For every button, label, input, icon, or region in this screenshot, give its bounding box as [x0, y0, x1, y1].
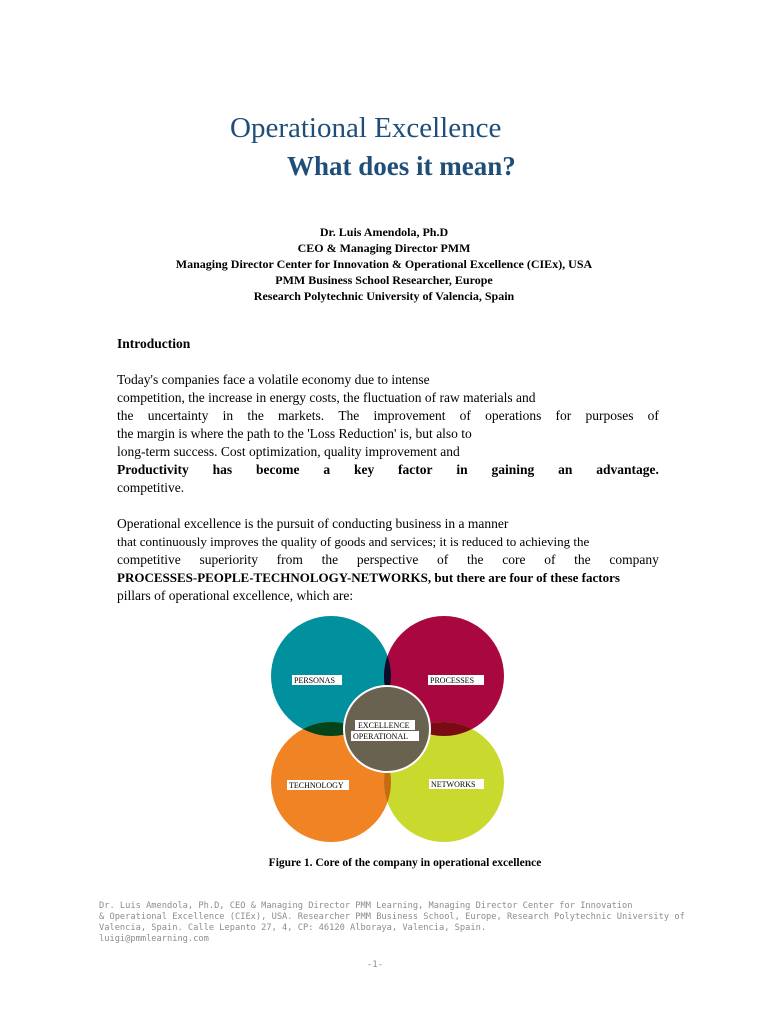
technology-label: TECHNOLOGY	[289, 781, 344, 790]
word: the	[467, 552, 484, 567]
footer-line: & Operational Excellence (CIEx), USA. Researcher PMM Business School, Europe, Research Polytechnic University of	[99, 912, 685, 922]
word: a	[323, 462, 331, 477]
word: competitive	[117, 552, 181, 567]
paragraph-line	[117, 461, 659, 479]
paragraph-intro	[117, 371, 659, 497]
word: uncertainty	[147, 408, 209, 423]
footer-email: luigi@pmmlearning.com	[99, 934, 209, 944]
word: Productivity	[117, 462, 189, 477]
author-role: CEO & Managing Director PMM	[297, 241, 471, 255]
word: purposes	[585, 408, 634, 423]
paragraph-line	[117, 551, 659, 569]
venn-diagram	[268, 616, 504, 844]
title-line-1: Operational Excellence	[230, 112, 502, 144]
title-line-2: What does it mean?	[287, 151, 516, 181]
paragraph-line: long-term success. Cost optimization, quality improvement and	[117, 444, 460, 459]
paragraph-line: Today's companies face a volatile economy due to intense	[117, 372, 430, 387]
figure-caption: Figure 1. Core of the company in operational excellence	[268, 857, 542, 869]
paragraph-line: that continuously improves the quality of goods and services; it is reduced to achieving the	[117, 534, 590, 549]
word: become	[255, 462, 300, 477]
paragraph-line	[117, 407, 659, 425]
author-affiliation: PMM Business School Researcher, Europe	[275, 273, 493, 287]
word: of	[544, 552, 556, 567]
word: gaining	[491, 462, 535, 477]
footer-line: Valencia, Spain. Calle Lepanto 27, 4, CP: 46120 Alboraya, Valencia, Spain.	[99, 923, 487, 933]
networks-label: NETWORKS	[431, 780, 476, 789]
paragraph-line: competition, the increase in energy costs, the fluctuation of raw materials and	[117, 390, 536, 405]
paragraph-line: pillars of operational excellence, which are:	[117, 588, 354, 603]
center-label-line-2: OPERATIONAL	[353, 732, 409, 741]
word: perspective	[356, 552, 419, 567]
footer-line: Dr. Luis Amendola, Ph.D, CEO & Managing Director PMM Learning, Managing Director Center for Innovation	[99, 901, 633, 911]
center-label-line-1: EXCELLENCE	[358, 721, 410, 730]
word: improvement	[373, 408, 446, 423]
word: the	[247, 408, 264, 423]
word: in	[456, 462, 468, 477]
processes-label: PROCESSES	[430, 676, 475, 685]
word: factor	[398, 462, 433, 477]
page-footer	[99, 901, 699, 945]
word: of	[459, 408, 471, 423]
word: an	[558, 462, 573, 477]
paragraph-line: PROCESSES-PEOPLE-TECHNOLOGY-NETWORKS, but there are four of these factors	[117, 570, 620, 585]
word: superiority	[199, 552, 258, 567]
word: advantage.	[596, 462, 659, 477]
paragraph-line: the margin is where the path to the 'Loss Reduction' is, but also to	[117, 426, 472, 441]
word: the	[574, 552, 591, 567]
paragraph-definition	[117, 515, 709, 605]
author-name: Dr. Luis Amendola, Ph.D	[319, 225, 449, 239]
author-affiliation: Research Polytechnic University of Valencia, Spain	[253, 289, 515, 303]
page-number: -1-	[366, 960, 384, 970]
word: the	[321, 552, 339, 567]
author-block	[0, 224, 768, 304]
word: key	[353, 462, 375, 477]
word: from	[276, 552, 303, 567]
word: the	[117, 408, 134, 423]
word: markets.	[278, 408, 325, 423]
author-affiliation: Managing Director Center for Innovation & Operational Excellence (CIEx), USA	[175, 257, 593, 271]
word: in	[222, 408, 234, 423]
word: of	[437, 552, 449, 567]
word: has	[212, 462, 233, 477]
word: core	[502, 552, 526, 567]
word: The	[338, 408, 360, 423]
section-heading: Introduction	[117, 336, 191, 351]
paragraph-line: competitive.	[117, 480, 185, 495]
word: company	[609, 552, 659, 567]
venn-figure	[268, 616, 504, 844]
paragraph-line: Operational excellence is the pursuit of conducting business in a manner	[117, 516, 509, 531]
personas-label: PERSONAS	[294, 676, 335, 685]
word: operations	[485, 408, 542, 423]
word: of	[647, 408, 659, 423]
word: for	[555, 408, 572, 423]
